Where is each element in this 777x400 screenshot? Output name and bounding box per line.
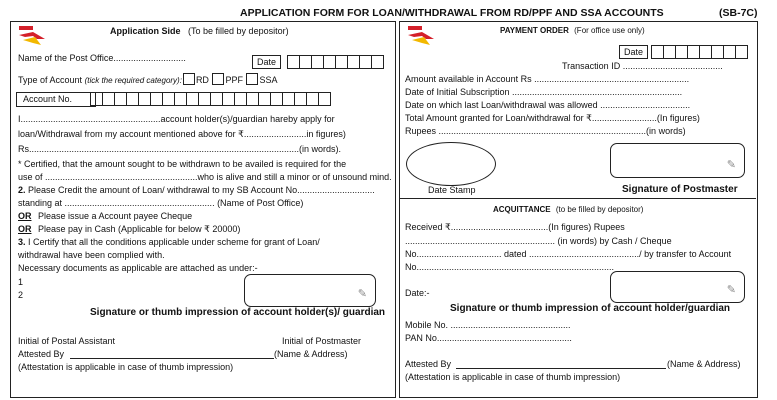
- cash-option: [18, 224, 240, 235]
- date-input-boxes[interactable]: [288, 55, 384, 69]
- documents-line: Necessary documents as applicable are attached as under:-: [18, 263, 258, 273]
- rd-label: RD: [195, 75, 209, 85]
- credit-sb-line: [18, 185, 375, 195]
- attestation-note: (Attestation is applicable in case of thumb impression): [18, 362, 234, 372]
- date-label: Date: [252, 55, 281, 69]
- pen-icon: ✎: [726, 159, 736, 171]
- or-label-2: OR: [18, 224, 32, 234]
- depositor-signature-box[interactable]: [244, 274, 376, 307]
- rupees-line: Rupees ...................................................................................(in words): [405, 126, 686, 136]
- item-number-3: 3.: [18, 237, 26, 247]
- acquittance-heading: [493, 205, 643, 214]
- form-code: (SB-7C): [719, 7, 758, 19]
- application-side-heading: [110, 26, 289, 36]
- payment-date-label: Date: [619, 45, 648, 59]
- rd-checkbox[interactable]: [183, 73, 195, 85]
- in-words-line: ............................................................ (in words) by Cash / Cheque: [405, 236, 672, 246]
- conditions-line-2: withdrawal have been complied with.: [18, 250, 165, 260]
- account-no-boxes[interactable]: [91, 92, 331, 106]
- post-office-label: Name of the Post Office.............................: [18, 53, 186, 63]
- date-stamp-label: Date Stamp: [428, 185, 476, 195]
- declaration-line-3: Rs............................................................................................................(in words).: [18, 144, 342, 154]
- application-side-title: Application Side: [110, 26, 181, 36]
- acquittance-title: ACQUITTANCE: [493, 205, 551, 214]
- postmaster-signature-label: Signature of Postmaster: [622, 184, 738, 195]
- account-no-label: Account No.: [16, 92, 96, 107]
- acquittance-signature-box[interactable]: [610, 271, 745, 303]
- declaration-line-2: loan/Withdrawal from my account mentioned above for ₹.........................in figures): [18, 129, 346, 139]
- date-last-withdrawal-line: Date on which last Loan/withdrawal was allowed ....................................: [405, 100, 691, 110]
- account-type-label: Type of Account: [18, 75, 83, 85]
- name-address-label: (Name & Address): [274, 349, 348, 359]
- document-item-1: 1: [18, 277, 24, 287]
- right-attested-by-line: [456, 368, 666, 369]
- acquittance-signature-label: Signature or thumb impression of account holder/guardian: [450, 303, 731, 314]
- postmaster-signature-box[interactable]: [610, 143, 745, 178]
- cheque-option-text: Please issue a Account payee Cheque: [38, 211, 193, 221]
- pan-no-line: PAN No......................................................: [405, 333, 572, 343]
- total-granted-line: Total Amount granted for Loan/withdrawal for ₹..........................(In figures): [405, 113, 700, 123]
- account-type-hint: (tick the required category):: [84, 76, 182, 85]
- initial-postmaster: Initial of Postmaster: [282, 336, 362, 346]
- ssa-label: SSA: [259, 75, 278, 85]
- certification-line-2: use of .............................................................who is alive and still a minor or of unsound mind.: [18, 172, 392, 182]
- attested-by-line: [70, 358, 274, 359]
- standing-at-line: standing at ............................................................ (Name of Post Office): [18, 198, 304, 208]
- cheque-no-dated-line: No.................................. dated ............................................/ by transfer to Account: [405, 249, 732, 259]
- or-label-1: OR: [18, 211, 32, 221]
- pen-icon: ✎: [357, 288, 367, 300]
- item-number-2: 2.: [18, 185, 26, 195]
- form-title: APPLICATION FORM FOR LOAN/WITHDRAWAL FROM RD/PPF AND SSA ACCOUNTS: [240, 7, 664, 19]
- india-post-logo-right: [405, 25, 445, 51]
- payment-order-note: (For office use only): [574, 26, 645, 35]
- ppf-label: PPF: [225, 75, 243, 85]
- depositor-signature-label: Signature or thumb impression of account holder(s)/ guardian: [90, 307, 386, 318]
- account-type-row: [18, 73, 278, 85]
- right-attestation-note: (Attestation is applicable in case of thumb impression): [405, 372, 621, 382]
- received-line: Received ₹.......................................(In figures) Rupees: [405, 222, 625, 232]
- credit-sb-text: Please Credit the amount of Loan/ withdrawal to my SB Account No...............................: [28, 185, 375, 195]
- cheque-option: [18, 211, 192, 221]
- payment-date-boxes[interactable]: [652, 45, 748, 59]
- cash-option-text: Please pay in Cash (Applicable for below ₹ 20000): [38, 224, 241, 234]
- acquittance-note: (to be filled by depositor): [555, 205, 644, 214]
- transaction-id-label: Transaction ID ........................................: [562, 61, 723, 71]
- initial-postal-assistant: Initial of Postal Assistant: [18, 336, 116, 346]
- ssa-checkbox[interactable]: [246, 73, 258, 85]
- conditions-text: I Certify that all the conditions applicable under scheme for grant of Loan/: [28, 237, 320, 247]
- ppf-checkbox[interactable]: [212, 73, 224, 85]
- mobile-no-line: Mobile No. ................................................: [405, 320, 571, 330]
- pen-icon: ✎: [726, 284, 736, 296]
- india-post-logo: [15, 25, 55, 49]
- certification-line-1: * Certified, that the amount sought to be withdrawn to be availed is required for the: [18, 159, 347, 169]
- conditions-line-1: [18, 237, 320, 247]
- right-attested-by-label: Attested By: [405, 359, 452, 369]
- payment-acquittance-divider: [400, 198, 756, 199]
- date-initial-subscription-line: Date of Initial Subscription ....................................................................: [405, 87, 683, 97]
- right-name-address-label: (Name & Address): [667, 359, 741, 369]
- account-no-line: No...............................................................................: [405, 262, 615, 272]
- payment-order-title: PAYMENT ORDER: [500, 26, 569, 35]
- attested-by-label: Attested By: [18, 349, 65, 359]
- amount-available-line: Amount available in Account Rs ..............................................................: [405, 74, 690, 84]
- application-side-note: (To be filled by depositor): [188, 26, 289, 36]
- declaration-line-1: I........................................................account holder(s)/guardian hareby apply for: [18, 114, 335, 124]
- date-stamp-circle: [406, 142, 496, 186]
- payment-order-heading: [500, 26, 645, 35]
- document-item-2: 2: [18, 290, 24, 300]
- acquittance-date-label: Date:-: [405, 288, 430, 298]
